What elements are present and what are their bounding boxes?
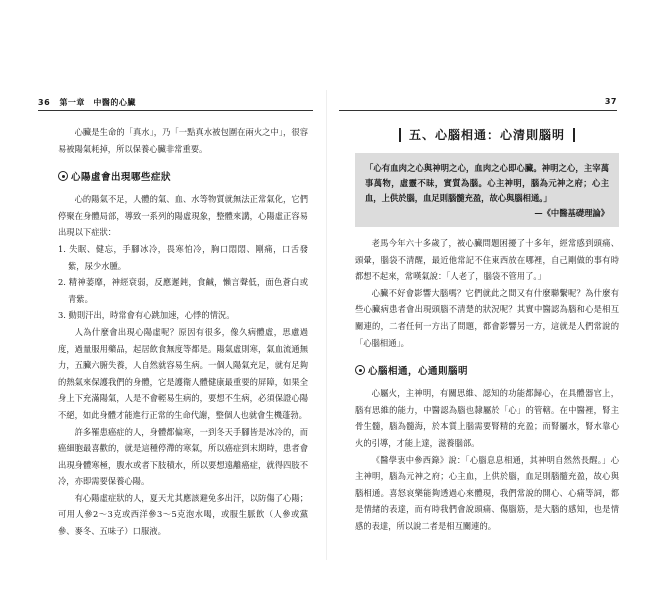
list-item: 1. 失眠、健忘，手腳冰冷，畏寒怕冷，胸口悶悶、剛痛，口舌發紫，尿少水腫。 <box>58 243 308 271</box>
title-bar-left <box>399 128 401 142</box>
section-title <box>355 126 619 143</box>
list-item: 2. 精神萎靡，神經衰弱，反應遲鈍，食鹹，懶言聲低，面色蒼白或青紫。 <box>58 277 308 304</box>
paragraph: 心屬火，主神明，有關思維、認知的功能都歸心，在具體器官上，腦有思維的能力，中醫認為腦也隸屬於「心」的管轄。在中醫裡，腎主骨生髓，腦為髓海，於本質上腦需要腎精的充盈；而腎屬水，腎水靠心火的引導，才能上達，滋養腦部。 <box>355 388 619 448</box>
right-column <box>355 120 619 535</box>
running-head-left <box>38 97 136 108</box>
section-heading-text: 心陽虛會出現哪些症狀 <box>71 172 172 184</box>
paragraph: 《醫學衷中參西錄》說：「心腦息息相通，其神明自然然長醒。」心主神明，腦為元神之府；心主血，上供於腦，血足則腦髓充盈，故心與腦相通。喜怒哀樂能夠透過心來體現，我們常說的開心、心痛等詞，都是情緒的表達，而有時我們會說頭痛、傷腦筋，是大腦的感知，也是情感的表達，所以說二者是相互關連的。 <box>355 454 619 531</box>
header-rule-right <box>339 110 617 111</box>
section-heading-heart-brain <box>355 363 619 377</box>
quote-source: —《中醫基礎理論》 <box>534 208 609 218</box>
symptom-list <box>58 241 308 324</box>
header-rule-left <box>38 110 313 111</box>
section-title-text: 五、心腦相通：心清則腦明 <box>408 128 565 142</box>
paragraph: 許多罹患癌症的人，身體都偏寒，一到冬天手腳皆是冰冷的，而癌細胞最喜歡的，就是這種停滯的寒氣，所以癌症到末期時，患者會出現身體寒極，腹水或者下肢積水，所以要想遠離癌症，就得四肢不冷，亦即需要保養心陽。 <box>58 426 308 487</box>
running-head-right <box>605 97 617 106</box>
paragraph: 心臟不好會影響大腦嗎？它們就此之間又有什麼聯繫呢？為什麼有些心臟病患者會出現頭腦不清楚的狀況呢？其實中醫認為腦和心是相互關連的，二者任何一方出了問題，都會影響另一方，這就是人們常說的「心腦相通」。 <box>355 287 619 348</box>
intro-paragraph: 心臟是生命的「真水」，乃「一點真水被包圍在兩火之中」，很容易被陽氣耗掉，所以保養心臟非常重要。 <box>58 127 308 154</box>
page-number-left: 36 <box>38 98 51 107</box>
right-page <box>327 0 655 609</box>
section-heading-text: 心腦相通，心通則腦明 <box>368 366 469 378</box>
paragraph: 有心陽虛症狀的人，夏天尤其應該避免多出汗，以防傷了心陽；可用人參2～3克或西洋參3～5克泡水喝，或服生脈飲（人參或黨參、麥冬、五味子）口服液。 <box>58 492 308 537</box>
paragraph: 心的陽氣不足，人體的氣、血、水等物質就無法正常氣化，它們停聚在身體局部，導致一系列的陽虛現象，整體來講，心陽虛正容易出現以下症狀： <box>58 194 308 238</box>
circle-bullet-icon <box>58 171 68 181</box>
quote-text: 「心有血肉之心與神明之心，血肉之心即心臟。神明之心，主宰萬事萬物，虛靈不昧，實質為腦。心主神明，腦為元神之府；心主血，上供於腦，血足則腦髓充盈，故心與腦相通。」 <box>365 163 609 203</box>
paragraph: 人為什麼會出現心陽虛呢？原因有很多，像久病體虛，思慮過度，過量服用藥品，起居飲食無度等都是。陽氣虛則寒，氣血流通無力，五臟六腑失養，人自然就容易生病。一個人陽氣充足，就有足夠的熱氣來保護我們的身體，它是護衛人體健康最重要的屏障，如果全身上下充滿陽氣，人是不會輕易生病的，要想不生病，必須保證心陽不絕，如此身體才能進行正常的生命代謝，整個人也就會生機蓬勃。 <box>58 326 308 420</box>
quote-box <box>355 153 619 227</box>
paragraph: 老馬今年六十多歲了，被心臟問題困擾了十多年，經常感到頭痛、頭暈，腦袋不清醒，最近他常記不住東西放在哪裡，自己剛做的事有時都想不起來，常嘆氣說：「人老了，腦袋不管用了。」 <box>355 238 619 282</box>
list-item: 3. 動則汗出，時常會有心跳加速，心悸的情況。 <box>58 310 235 321</box>
chapter-title: 第一章 中醫的心臟 <box>59 98 136 107</box>
left-page <box>0 0 327 609</box>
left-column <box>58 120 308 540</box>
page-number-right: 37 <box>604 97 617 106</box>
section-heading-heart-yang <box>58 169 308 183</box>
circle-bullet-icon <box>355 365 365 375</box>
title-bar-right <box>573 128 575 142</box>
